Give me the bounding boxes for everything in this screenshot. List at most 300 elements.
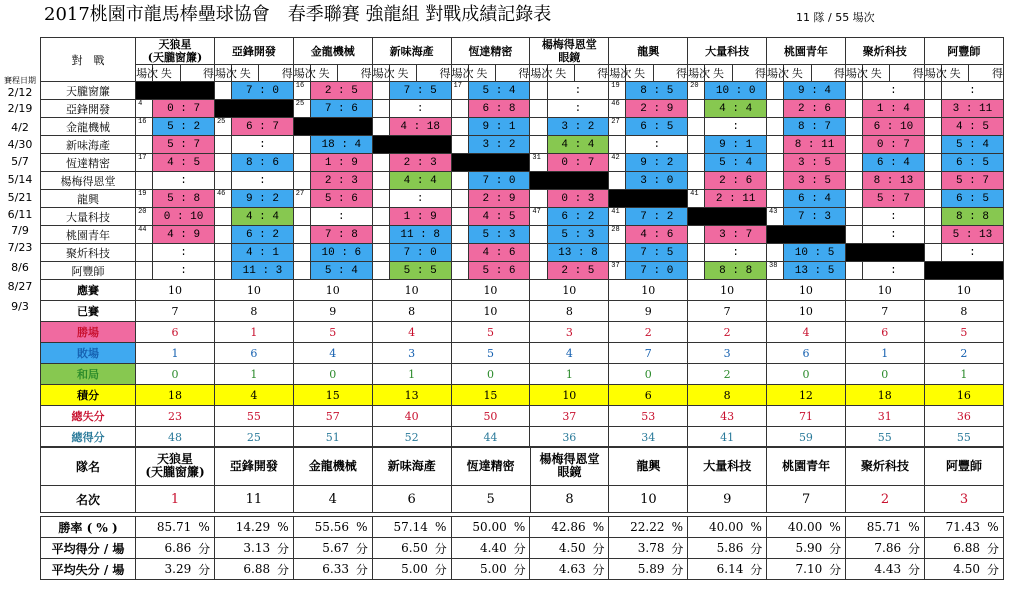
stat-value: 7: [688, 301, 767, 322]
stat-value: 1: [214, 322, 293, 343]
summary-unit: %: [983, 517, 1004, 538]
game-number: [293, 82, 310, 100]
summary-unit: 分: [352, 538, 372, 559]
sub-got: 得: [417, 65, 451, 82]
subheader-row: [41, 65, 1004, 82]
game-number: [845, 118, 862, 136]
game-number: [767, 172, 784, 190]
score-cell: 1 : 4: [863, 100, 925, 118]
summary-unit: %: [746, 517, 766, 538]
matrix-row: [41, 136, 1004, 154]
score-cell: 18 : 4: [310, 136, 372, 154]
game-number: [688, 190, 705, 208]
summary-label: 平均得分 / 場: [41, 538, 136, 559]
team-name: 大量科技: [703, 458, 752, 473]
game-number: [924, 154, 941, 172]
rank-value: 8: [530, 486, 609, 513]
game-number: [451, 262, 468, 280]
rank-value: 2: [846, 486, 925, 513]
stat-value: 8: [372, 301, 451, 322]
score-cell: 1 : 9: [389, 208, 451, 226]
score-cell: 5 : 3: [547, 226, 609, 244]
score-cell: 6 : 2: [547, 208, 609, 226]
game-number: [767, 100, 784, 118]
summary-value: 6.86: [136, 538, 195, 559]
score-cell: 4 : 5: [468, 208, 530, 226]
stat-value: 7: [609, 343, 688, 364]
score-cell: 9 : 1: [468, 118, 530, 136]
stat-value: 3: [688, 343, 767, 364]
game-no: 16: [295, 82, 305, 90]
game-number: [372, 100, 389, 118]
game-number: [609, 82, 626, 100]
rank-team-name: [609, 447, 688, 486]
score-cell: 8 : 11: [784, 136, 846, 154]
score-cell: :: [153, 262, 215, 280]
stat-value: 2: [924, 343, 1003, 364]
matrix-row: [41, 118, 1004, 136]
rank-team-name: [846, 447, 925, 486]
stat-value: 23: [136, 406, 215, 427]
score-cell: 3 : 11: [941, 100, 1003, 118]
score-cell: 2 : 5: [310, 82, 372, 100]
score-cell: 2 : 6: [784, 100, 846, 118]
row-team-label: 聚炘科技: [41, 244, 136, 262]
stat-value: 31: [845, 406, 924, 427]
summary-unit: 分: [904, 538, 924, 559]
stat-value: 41: [688, 427, 767, 448]
game-number: [845, 190, 862, 208]
summary-unit: %: [510, 517, 530, 538]
score-cell: 2 : 11: [705, 190, 767, 208]
row-team-label: 金龍機械: [41, 118, 136, 136]
stat-value: 7: [136, 301, 215, 322]
game-number: [214, 208, 231, 226]
stat-value: 6: [214, 343, 293, 364]
stat-label: 總得分: [41, 427, 136, 448]
summary-unit: 分: [825, 559, 845, 580]
game-number: [688, 262, 705, 280]
stat-value: 10: [451, 280, 530, 301]
score-cell: 10 : 5: [784, 244, 846, 262]
summary-value: 14.29: [214, 517, 273, 538]
stat-value: 10: [372, 280, 451, 301]
schedule-date: 9/3: [11, 300, 29, 313]
sub-no: 場次: [530, 65, 547, 82]
score-cell: :: [941, 82, 1003, 100]
score-cell: 6 : 4: [784, 190, 846, 208]
matrix-row: [41, 100, 1004, 118]
summary-unit: 分: [746, 559, 766, 580]
game-number: [451, 136, 468, 154]
rank-value: 5: [451, 486, 530, 513]
sub-lost: 失: [153, 65, 180, 82]
score-cell: 3 : 2: [547, 118, 609, 136]
stat-value: 1: [924, 364, 1003, 385]
score-cell: 9 : 4: [784, 82, 846, 100]
schedule-date: 5/14: [7, 173, 33, 186]
summary-value: 5.00: [372, 559, 431, 580]
team-name: 聚炘科技: [861, 458, 910, 473]
game-number: [609, 154, 626, 172]
score-cell: :: [863, 226, 925, 244]
summary-value: 42.86: [530, 517, 589, 538]
game-number: [530, 154, 547, 172]
team-name: 楊梅得恩堂: [541, 38, 597, 51]
stat-value: 15: [293, 385, 372, 406]
score-cell: 5 : 4: [310, 262, 372, 280]
game-number: [609, 262, 626, 280]
rank-value: 10: [609, 486, 688, 513]
stat-label: 應賽: [41, 280, 136, 301]
game-no: 46: [216, 190, 226, 198]
team-header: [845, 38, 924, 65]
score-cell: 5 : 6: [310, 190, 372, 208]
summary-unit: 分: [194, 559, 214, 580]
stat-value: 37: [530, 406, 609, 427]
matrix-row: [41, 190, 1004, 208]
blank-cell: [136, 82, 215, 100]
stat-value: 1: [136, 343, 215, 364]
game-number: [214, 226, 231, 244]
score-cell: :: [389, 100, 451, 118]
game-number: [293, 100, 310, 118]
score-cell: 5 : 13: [941, 226, 1003, 244]
game-number: [451, 208, 468, 226]
stat-value: 8: [530, 301, 609, 322]
summary-value: 6.33: [293, 559, 352, 580]
sub-lost: 失: [941, 65, 968, 82]
score-cell: 7 : 0: [389, 244, 451, 262]
score-cell: 3 : 5: [784, 172, 846, 190]
stat-label: 已賽: [41, 301, 136, 322]
score-cell: :: [547, 82, 609, 100]
game-number: [845, 262, 862, 280]
game-number: [688, 82, 705, 100]
stat-value: 4: [372, 322, 451, 343]
game-number: [372, 262, 389, 280]
schedule-date: 7/23: [7, 241, 33, 254]
stat-value: 18: [136, 385, 215, 406]
stat-value: 44: [451, 427, 530, 448]
summary-unit: 分: [589, 538, 609, 559]
score-cell: 4 : 4: [389, 172, 451, 190]
stat-value: 52: [372, 427, 451, 448]
score-cell: 4 : 5: [941, 118, 1003, 136]
game-no: 20: [138, 208, 147, 216]
team-count: 11 隊 / 55 場次: [796, 11, 875, 24]
matrix-row: [41, 82, 1004, 100]
stat-label: 總失分: [41, 406, 136, 427]
summary-row: [41, 517, 1004, 538]
stat-value: 51: [293, 427, 372, 448]
game-number: [924, 136, 941, 154]
score-cell: :: [389, 190, 451, 208]
game-number: [530, 190, 547, 208]
sub-lost: 失: [310, 65, 337, 82]
summary-value: 40.00: [767, 517, 826, 538]
game-number: [845, 136, 862, 154]
summary-value: 5.00: [451, 559, 510, 580]
score-cell: 4 : 1: [232, 244, 294, 262]
row-team-label: 阿豐師: [41, 262, 136, 280]
stat-value: 36: [924, 406, 1003, 427]
game-number: [845, 82, 862, 100]
summary-unit: %: [352, 517, 372, 538]
score-cell: 11 : 3: [232, 262, 294, 280]
sub-no: 場次: [924, 65, 941, 82]
game-number: [372, 154, 389, 172]
stat-value: 18: [845, 385, 924, 406]
summary-value: 71.43: [924, 517, 983, 538]
stat-value: 10: [609, 280, 688, 301]
game-no: 25: [295, 100, 305, 108]
stat-value: 1: [214, 364, 293, 385]
game-number: [688, 100, 705, 118]
score-cell: 7 : 8: [310, 226, 372, 244]
score-cell: :: [153, 172, 215, 190]
score-cell: 2 : 9: [626, 100, 688, 118]
stat-value: 25: [214, 427, 293, 448]
row-team-label: 新味海產: [41, 136, 136, 154]
stat-value: 10: [451, 301, 530, 322]
score-cell: 3 : 0: [626, 172, 688, 190]
rank-team-name: [767, 447, 846, 486]
stat-value: 2: [609, 322, 688, 343]
score-cell: 2 : 3: [389, 154, 451, 172]
summary-unit: 分: [273, 559, 293, 580]
stat-value: 15: [451, 385, 530, 406]
team-header: [293, 38, 372, 65]
game-number: [372, 226, 389, 244]
game-no: 28: [611, 226, 620, 234]
summary-value: 55.56: [293, 517, 352, 538]
summary-unit: 分: [431, 559, 451, 580]
game-number: [136, 262, 153, 280]
game-number: [136, 190, 153, 208]
summary-value: 5.67: [293, 538, 352, 559]
score-cell: 7 : 0: [468, 172, 530, 190]
game-number: [609, 226, 626, 244]
game-no: 4: [138, 100, 143, 108]
stat-value: 5: [924, 322, 1003, 343]
game-number: [451, 172, 468, 190]
rank-value: 6: [372, 486, 451, 513]
stat-value: 48: [136, 427, 215, 448]
score-cell: :: [232, 136, 294, 154]
blank-cell: [845, 244, 924, 262]
summary-unit: %: [273, 517, 293, 538]
game-number: [372, 190, 389, 208]
score-cell: :: [153, 244, 215, 262]
game-no: 17: [138, 154, 147, 162]
stat-row: [41, 427, 1004, 448]
game-no: 19: [138, 190, 147, 198]
stat-value: 10: [136, 280, 215, 301]
row-team-label: 天朧窗簾: [41, 82, 136, 100]
stat-row: [41, 343, 1004, 364]
game-number: [372, 208, 389, 226]
summary-unit: 分: [825, 538, 845, 559]
game-no: 47: [532, 208, 541, 216]
summary-unit: 分: [667, 559, 687, 580]
score-cell: 7 : 0: [232, 82, 294, 100]
stat-value: 5: [451, 343, 530, 364]
game-number: [609, 172, 626, 190]
score-cell: 11 : 8: [389, 226, 451, 244]
score-cell: 0 : 7: [547, 154, 609, 172]
stat-value: 43: [688, 406, 767, 427]
team-name: 阿豐師: [947, 44, 981, 58]
game-no: 27: [611, 118, 620, 126]
blank-cell: [214, 100, 293, 118]
stat-value: 2: [688, 364, 767, 385]
game-number: [924, 82, 941, 100]
stat-value: 12: [767, 385, 846, 406]
row-team-label: 桃園青年: [41, 226, 136, 244]
stat-row: [41, 301, 1004, 322]
team-name: 桃園青年: [783, 44, 828, 58]
summary-unit: 分: [904, 559, 924, 580]
score-cell: 4 : 4: [705, 100, 767, 118]
summary-value: 4.50: [530, 538, 589, 559]
rank-team-name: [688, 447, 767, 486]
game-number: [609, 208, 626, 226]
game-number: [767, 244, 784, 262]
stat-value: 13: [372, 385, 451, 406]
game-number: [530, 100, 547, 118]
score-cell: 4 : 18: [389, 118, 451, 136]
game-no: 41: [690, 190, 699, 198]
score-cell: 6 : 10: [863, 118, 925, 136]
stat-value: 57: [293, 406, 372, 427]
game-no: 44: [138, 226, 147, 234]
stat-value: 36: [530, 427, 609, 448]
results-matrix: [40, 37, 1004, 448]
score-cell: 10 : 6: [310, 244, 372, 262]
sub-lost: 失: [863, 65, 890, 82]
score-cell: 6 : 2: [232, 226, 294, 244]
summary-unit: %: [589, 517, 609, 538]
game-number: [136, 244, 153, 262]
score-cell: 7 : 6: [310, 100, 372, 118]
summary-unit: %: [431, 517, 451, 538]
stat-value: 8: [214, 301, 293, 322]
summary-unit: 分: [983, 559, 1004, 580]
team-sub: 眼鏡: [558, 51, 581, 64]
schedule-date: 5/21: [7, 191, 33, 204]
score-cell: 1 : 9: [310, 154, 372, 172]
sub-got: 得: [811, 65, 845, 82]
schedule-date: 2/19: [7, 102, 33, 115]
schedule-date: 5/7: [11, 155, 29, 168]
summary-row: [41, 559, 1004, 580]
rank-value: 11: [214, 486, 293, 513]
score-cell: 2 : 3: [310, 172, 372, 190]
team-name: 大量科技: [705, 44, 750, 58]
game-number: [767, 208, 784, 226]
score-cell: 7 : 0: [626, 262, 688, 280]
stat-row: [41, 322, 1004, 343]
game-number: [214, 262, 231, 280]
summary-table: [40, 516, 1004, 580]
team-name: 桃園青年: [782, 458, 831, 473]
stat-label: 勝場: [41, 322, 136, 343]
rank-value: 7: [767, 486, 846, 513]
team-name: 新味海產: [387, 458, 436, 473]
score-cell: 10 : 0: [705, 82, 767, 100]
team-name: 龍興: [636, 458, 661, 473]
stat-value: 10: [293, 280, 372, 301]
header-row: [41, 38, 1004, 65]
game-number: [767, 82, 784, 100]
score-cell: 5 : 7: [153, 136, 215, 154]
game-number: [688, 154, 705, 172]
game-number: [767, 190, 784, 208]
game-no: 25: [216, 118, 226, 126]
score-cell: 6 : 5: [941, 190, 1003, 208]
score-cell: 6 : 5: [626, 118, 688, 136]
rank-label: 名次: [41, 486, 136, 513]
game-number: [451, 190, 468, 208]
team-header: [136, 38, 215, 65]
stat-value: 3: [372, 343, 451, 364]
summary-value: 3.29: [136, 559, 195, 580]
game-number: [530, 118, 547, 136]
stat-value: 0: [845, 364, 924, 385]
schedule-label: 賽程日期: [4, 76, 36, 85]
sub-no: 場次: [845, 65, 862, 82]
score-cell: 8 : 8: [941, 208, 1003, 226]
score-cell: :: [310, 208, 372, 226]
sub-lost: 失: [705, 65, 732, 82]
blank-cell: [451, 154, 530, 172]
sub-no: 場次: [451, 65, 468, 82]
game-number: [293, 172, 310, 190]
game-number: [293, 154, 310, 172]
summary-unit: %: [667, 517, 687, 538]
sub-got: 得: [890, 65, 924, 82]
score-cell: :: [626, 136, 688, 154]
score-cell: 9 : 2: [626, 154, 688, 172]
sub-got: 得: [338, 65, 372, 82]
row-team-label: 楊梅得恩堂: [41, 172, 136, 190]
stat-value: 8: [688, 385, 767, 406]
team-name: 恆達精密: [466, 458, 515, 473]
stat-value: 9: [609, 301, 688, 322]
sub-no: 場次: [372, 65, 389, 82]
score-cell: 6 : 7: [232, 118, 294, 136]
score-cell: 3 : 2: [468, 136, 530, 154]
score-cell: 9 : 1: [705, 136, 767, 154]
matrix-row: [41, 226, 1004, 244]
stat-value: 50: [451, 406, 530, 427]
summary-unit: %: [825, 517, 845, 538]
summary-unit: %: [194, 517, 214, 538]
summary-value: 6.88: [924, 538, 983, 559]
row-team-label: 大量科技: [41, 208, 136, 226]
summary-unit: 分: [431, 538, 451, 559]
game-no: 20: [690, 82, 699, 90]
score-cell: 5 : 7: [863, 190, 925, 208]
schedule-date: 4/2: [11, 121, 29, 134]
score-cell: 6 : 8: [468, 100, 530, 118]
stat-value: 71: [767, 406, 846, 427]
summary-value: 7.86: [845, 538, 904, 559]
sub-no: 場次: [214, 65, 231, 82]
score-cell: 4 : 9: [153, 226, 215, 244]
score-cell: 2 : 5: [547, 262, 609, 280]
